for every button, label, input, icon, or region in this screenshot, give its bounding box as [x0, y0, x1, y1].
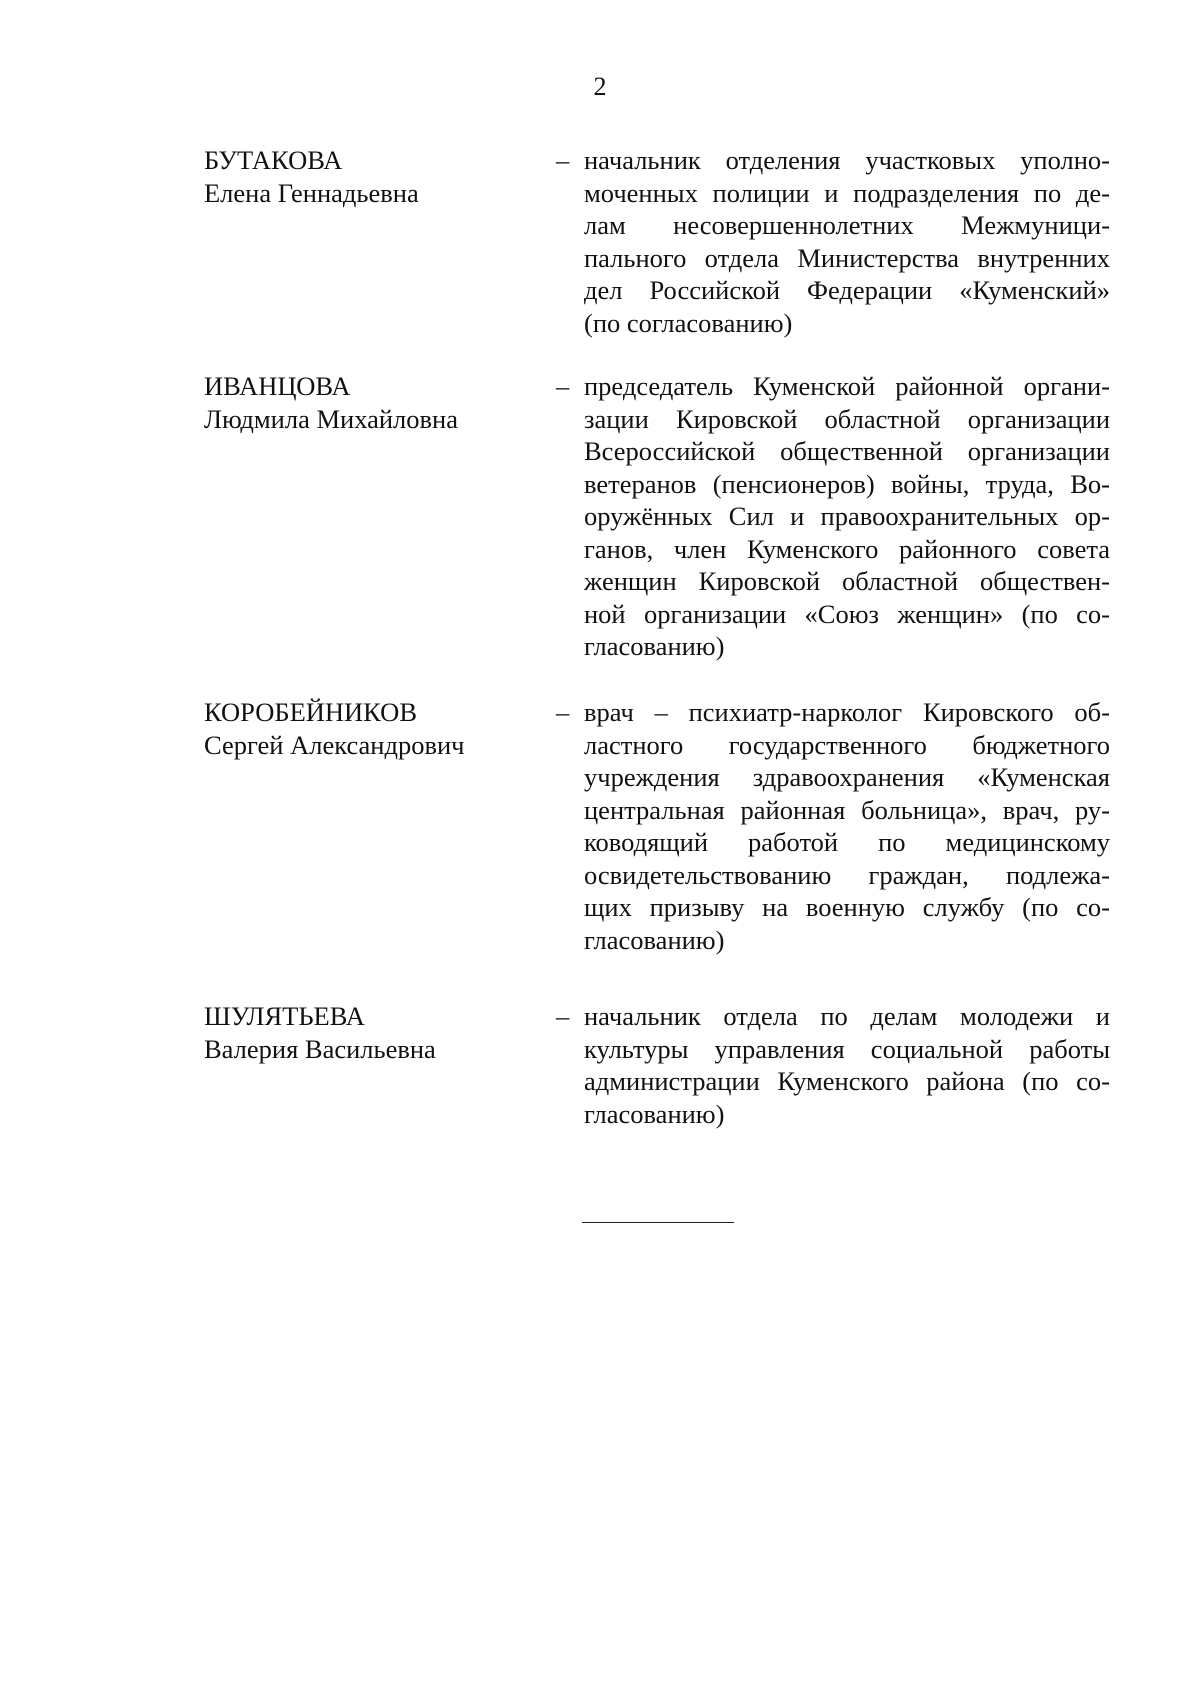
entry-dash: – [556, 697, 570, 727]
page-number: 2 [593, 72, 607, 101]
entry-dash: – [556, 371, 570, 401]
member-surname: ИВАНЦОВА [204, 371, 351, 401]
member-given-names: Валерия Васильевна [204, 1033, 436, 1064]
position-line: администрации Куменского района (по со- [584, 1066, 1110, 1096]
position-line: ветеранов (пенсионеров) войны, труда, Во- [584, 468, 1110, 499]
member-position [584, 144, 1110, 339]
position-line: пального отдела Министерства внутренних [584, 242, 1110, 273]
position-line: ной организации «Союз женщин» (по со- [584, 598, 1110, 629]
member-name [204, 370, 534, 435]
position-line: моченных полиции и подразделения по де- [584, 177, 1110, 208]
position-line: ластного государственного бюджетного [584, 729, 1110, 760]
position-line: оружённых Сил и правоохранительных ор- [584, 501, 1110, 531]
member-position [584, 1000, 1110, 1130]
position-line: ководящий работой по медицинскому [584, 827, 1110, 857]
position-line: начальник отдела по делам молодежи и [584, 1001, 1110, 1031]
position-line: освидетельствованию граждан, подлежа- [584, 859, 1110, 890]
member-name [204, 696, 534, 761]
member-name [204, 1000, 534, 1065]
position-line: врач – психиатр-нарколог Кировского об- [584, 697, 1110, 727]
position-line: центральная районная больница», врач, ру- [584, 794, 1110, 825]
position-line: зации Кировской областной организации [584, 403, 1110, 434]
member-surname: БУТАКОВА [204, 145, 343, 175]
position-line: ганов, член Куменского районного совета [584, 533, 1110, 564]
member-given-names: Елена Геннадьевна [204, 177, 419, 208]
position-line: культуры управления социальной работы [584, 1033, 1110, 1064]
entry-dash: – [556, 145, 570, 175]
position-line: гласованию) [584, 924, 725, 955]
position-line: щих призыву на военную службу (по со- [584, 892, 1110, 922]
position-line: начальник отделения участковых уполно- [584, 145, 1110, 175]
position-line: (по согласованию) [584, 307, 793, 338]
position-line: председатель Куменской районной органи- [584, 371, 1110, 401]
position-line: гласованию) [584, 1098, 725, 1129]
position-line: лам несовершеннолетних Межмуници- [584, 210, 1110, 240]
member-position [584, 696, 1110, 956]
position-line: учреждения здравоохранения «Куменская [584, 762, 1110, 792]
member-given-names: Людмила Михайловна [204, 403, 458, 434]
member-surname: ШУЛЯТЬЕВА [204, 1001, 365, 1031]
position-line: Всероссийской общественной организации [584, 436, 1110, 466]
position-line: женщин Кировской областной обществен- [584, 566, 1110, 596]
position-line: дел Российской Федерации «Куменский» [584, 275, 1110, 305]
member-name [204, 144, 534, 209]
end-of-list-rule [582, 1222, 734, 1223]
entry-dash: – [556, 1001, 570, 1031]
member-position [584, 370, 1110, 663]
position-line: гласованию) [584, 631, 725, 661]
member-surname: КОРОБЕЙНИКОВ [204, 697, 417, 727]
member-given-names: Сергей Александрович [204, 729, 465, 760]
